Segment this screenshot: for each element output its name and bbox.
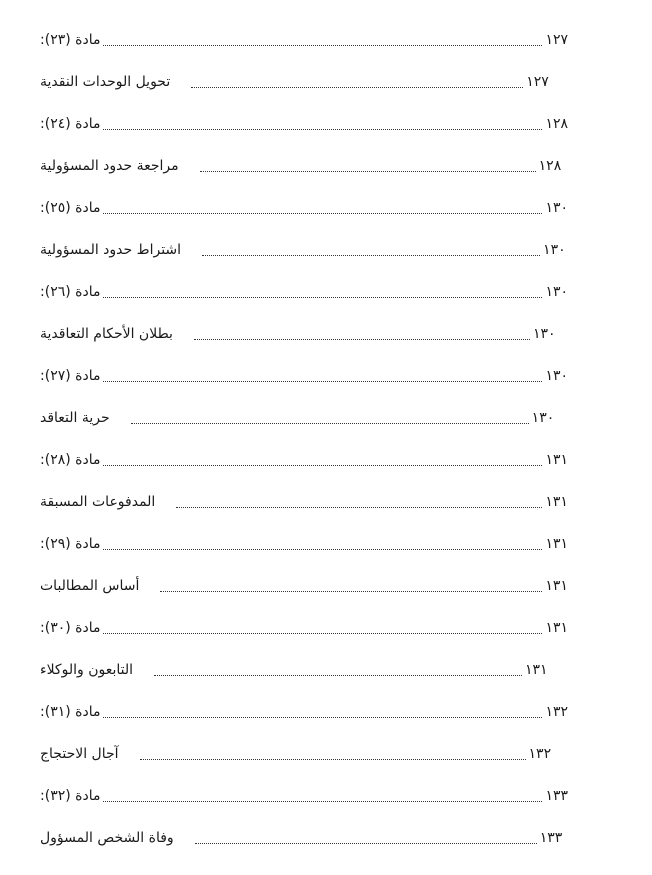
toc-entry-title: اشتراط حدود المسؤولية (40, 242, 182, 258)
toc-entry-title: مادة (٢٤): (40, 116, 101, 132)
dot-leader (131, 423, 529, 424)
toc-entry-title: مادة (٣١): (40, 704, 101, 720)
dot-leader (103, 801, 542, 802)
toc-entry-currency-conversion[interactable] (40, 61, 568, 103)
toc-entry-page: ١٣٣ (545, 788, 568, 804)
toc-entry-page: ١٣٠ (545, 200, 568, 216)
toc-entry-freedom-of-contract[interactable] (40, 397, 568, 439)
toc-entry-prepayments[interactable] (40, 481, 568, 523)
dot-leader (103, 129, 542, 130)
toc-entry-page: ١٣١ (545, 536, 568, 552)
dot-leader (191, 87, 523, 88)
toc-entry-article-26[interactable] (40, 271, 568, 313)
toc-entry-title: مادة (٢٧): (40, 368, 101, 384)
toc-entry-page: ١٢٧ (526, 74, 549, 90)
toc-entry-title: تحويل الوحدات النقدية (40, 74, 171, 90)
toc-entry-death-of-liable-person[interactable] (40, 817, 568, 859)
toc-entry-article-32[interactable] (40, 775, 568, 817)
toc-entry-title: التابعون والوكلاء (40, 662, 134, 678)
toc-entry-article-25[interactable] (40, 187, 568, 229)
toc-entry-title: أساس المطالبات (40, 578, 140, 594)
dot-leader (154, 675, 522, 676)
table-of-contents (40, 19, 568, 859)
dot-leader (176, 507, 542, 508)
toc-entry-page: ١٣٠ (545, 284, 568, 300)
toc-entry-dependents-and-agents[interactable] (40, 649, 568, 691)
toc-entry-liability-review[interactable] (40, 145, 568, 187)
toc-entry-page: ١٣٢ (545, 704, 568, 720)
dot-leader (103, 45, 542, 46)
toc-entry-page: ١٣١ (525, 662, 548, 678)
toc-entry-article-28[interactable] (40, 439, 568, 481)
toc-entry-title: مادة (٢٩): (40, 536, 101, 552)
toc-entry-page: ١٣٠ (532, 326, 556, 342)
dot-leader (160, 591, 542, 592)
dot-leader (103, 381, 542, 382)
dot-leader (103, 213, 542, 214)
dot-leader (195, 843, 537, 844)
toc-entry-article-29[interactable] (40, 523, 568, 565)
dot-leader (194, 339, 530, 340)
toc-entry-page: ١٣٣ (539, 830, 563, 846)
toc-entry-article-27[interactable] (40, 355, 568, 397)
dot-leader (103, 297, 542, 298)
toc-entry-title: مادة (٢٦): (40, 284, 101, 300)
toc-entry-protest-deadlines[interactable] (40, 733, 568, 775)
toc-entry-contract-nullity[interactable] (40, 313, 568, 355)
dot-leader (202, 255, 540, 256)
toc-entry-title: حرية التعاقد (40, 410, 110, 426)
dot-leader (103, 465, 542, 466)
dot-leader (140, 759, 526, 760)
toc-entry-liability-stipulation[interactable] (40, 229, 568, 271)
toc-entry-title: آجال الاحتجاج (40, 746, 119, 762)
toc-entry-title: وفاة الشخص المسؤول (40, 830, 174, 846)
toc-entry-page: ١٣١ (545, 452, 568, 468)
dot-leader (103, 549, 542, 550)
toc-entry-title: مراجعة حدود المسؤولية (40, 158, 179, 174)
dot-leader (200, 171, 536, 172)
toc-entry-basis-of-claims[interactable] (40, 565, 568, 607)
toc-entry-title: مادة (٣٢): (40, 788, 101, 804)
dot-leader (103, 717, 542, 718)
toc-entry-article-30[interactable] (40, 607, 568, 649)
toc-entry-article-23[interactable] (40, 19, 568, 61)
toc-entry-page: ١٣٠ (531, 410, 555, 426)
toc-entry-page: ١٣٠ (545, 368, 568, 384)
toc-entry-title: مادة (٣٠): (40, 620, 101, 636)
toc-entry-title: مادة (٢٣): (40, 32, 101, 48)
toc-entry-article-31[interactable] (40, 691, 568, 733)
toc-entry-title: مادة (٢٨): (40, 452, 101, 468)
toc-entry-title: المدفوعات المسبقة (40, 494, 156, 510)
toc-entry-page: ١٣١ (545, 620, 568, 636)
toc-entry-page: ١٣٢ (528, 746, 552, 762)
toc-entry-article-24[interactable] (40, 103, 568, 145)
toc-entry-page: ١٢٧ (545, 32, 568, 48)
toc-entry-page: ١٣٠ (543, 242, 566, 258)
toc-entry-title: مادة (٢٥): (40, 200, 101, 216)
toc-entry-page: ١٣١ (545, 578, 568, 594)
toc-entry-page: ١٢٨ (545, 116, 568, 132)
toc-entry-page: ١٣١ (545, 494, 568, 510)
toc-entry-page: ١٢٨ (538, 158, 562, 174)
toc-entry-title: بطلان الأحكام التعاقدية (40, 326, 173, 342)
dot-leader (103, 633, 542, 634)
